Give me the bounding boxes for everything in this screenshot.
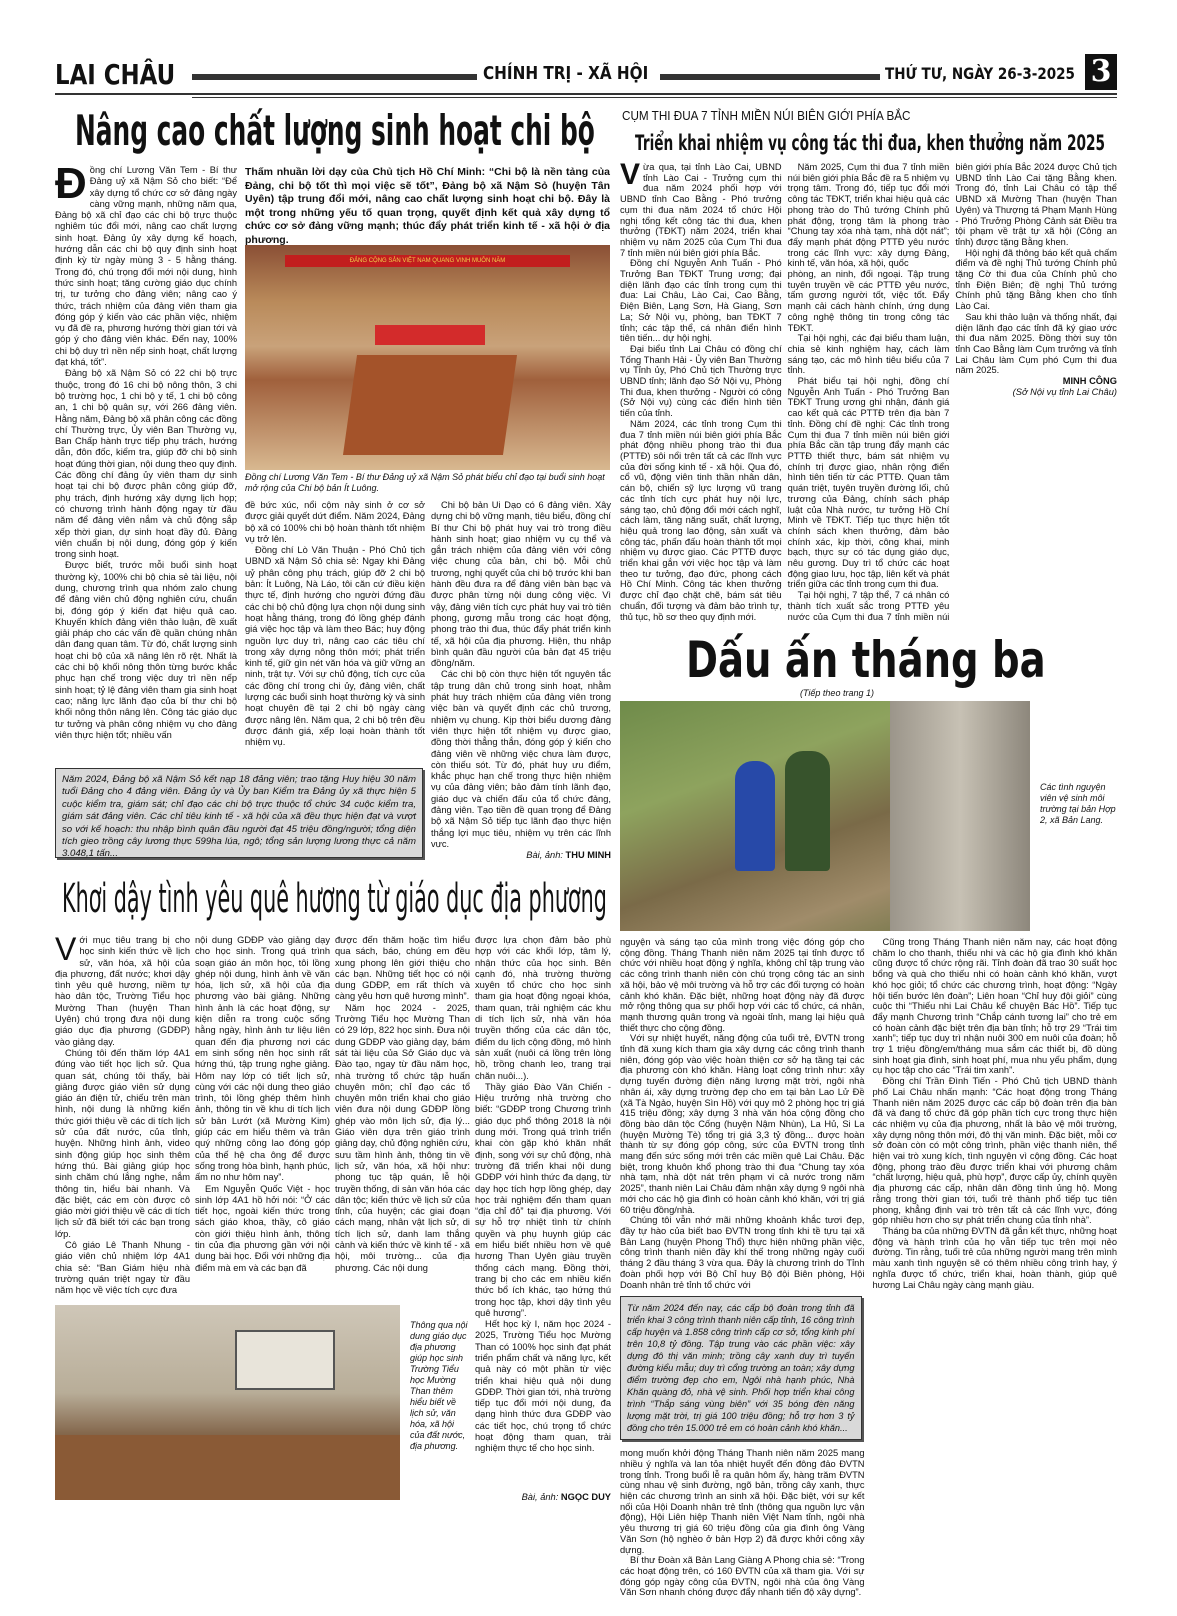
paragraph: ừa qua, tại tỉnh Lào Cai, UBND tỉnh Lào Cai - Trưởng cụm thi đua năm 2024 phối hợp với UBND tỉnh Cao Bằng - Phó trưởng cụm thi đua năm 2024 tổ chức Hội nghị tổng kết công tác thi đua, khen thưởng (TĐKT) năm 2024, triển khai nhiệm vụ năm 2025 của Cụm Thi đua 7 tỉnh miền núi biên giới phía Bắc.: [620, 162, 782, 258]
paragraph: ới mục tiêu trang bị cho học sinh kiến thức về lịch sử, văn hóa, xã hội của địa phương, đất nước; khơi dậy tình yêu quê hương, niềm tự hào dân tộc, Trường Tiểu học Mường Than (huyện Than Uyên) chú trọng đưa nội dung giáo dục địa phương (GDĐP) vào giảng dạy.: [55, 935, 190, 1047]
paragraph: Tại hội nghị, các đại biểu tham luận, chia sẻ kinh nghiệm hay, cách làm sáng tạo, các mô hình tiêu biểu của 7 tỉnh.: [787, 333, 950, 376]
highlight-box: Từ năm 2024 đến nay, các cấp bộ đoàn trong tỉnh đã triển khai 3 công trình thanh niên cấp tỉnh, 16 công trình cấp huyện và 1.858 công trình cấp cơ sở, tổng kinh phí trên 10,8 tỷ đồng. Tập trung vào các phần việc: xây dựng đô thị văn minh; trồng cây xanh duy trì tuyến đường kiểu mẫu; duy trì cổng trường an toàn; xây dựng điểm trường đẹp cho em, Ngôi nhà hạnh phúc, Nhà Khăn quàng đỏ, nhà vệ sinh. Phối hợp triển khai công trình “Thắp sáng vùng biên” với 35 bóng đèn năng lượng mặt trời, trị giá 100 triệu đồng; hỗ trợ hơn 3 tỷ đồng cho trên 15.000 trẻ em có hoàn cảnh khó khăn...: [620, 1296, 862, 1440]
article-column: [475, 935, 611, 1490]
article-title: Triển khai nhiệm vụ công tác thi đua, khen thưởng năm 2025: [635, 131, 1106, 155]
paragraph: ồng chí Lương Văn Tem - Bí thư Đảng uỷ xã Nậm Sỏ cho biết: “Để xây dựng tổ chức cơ sở đảng ngày càng vững mạnh, những năm qua, Đảng bộ xã chỉ đạo các chi bộ trực thuộc nghiêm túc đổi mới, nâng cao chất lượng sinh hoạt. Đảng ủy xây dựng kế hoạch, hướng dẫn các chi bộ quy định sinh hoạt định kỳ từ ngày mùng 3 - 5 hằng tháng. Trong đó, chú trọng đổi mới nội dung, hình thức sinh hoạt; tăng cường giáo dục chính trị, tư tưởng cho đảng viên; nâng cao ý thức, trách nhiệm của đảng viên tham gia đóng góp ý kiến vào các phần việc, nhiệm vụ đã đề ra, phương hướng thời gian tới và góp ý cho đảng viên khác. Đến nay, 100% chi bộ duy trì nền nếp sinh hoạt, chất lượng đạt khá, tốt”.: [55, 165, 237, 368]
paragraph: Hội nghị đã thông báo kết quả chấm điểm và đề nghị Thủ tướng Chính phủ tặng Cờ thi đua của Chính phủ cho tỉnh Điện Biên; đề nghị Thủ tướng Chính phủ tặng Bằng khen cho tỉnh Lào Cai.: [955, 247, 1117, 312]
article-body: [620, 162, 1117, 630]
author: MINH CÔNG: [1062, 376, 1117, 387]
paragraph: Đồng chí Lò Văn Thuận - Phó Chủ tịch UBND xã Nậm Sỏ chia sẻ: Ngay khi Đảng uỷ phân công phụ trách, giúp đỡ 2 chi bộ bản: Ít Luông, Nà Láo, tôi căn cứ điều kiện thực tế, định hướng cho người đứng đầu các chi bộ chủ động lựa chọn nội dung sinh hoạt hằng tháng, trong đó lồng ghép đánh giá việc học tập và làm theo Bác; huy động nguồn lực duy trì, nâng cao các tiêu chí trong xây dựng nông thôn mới; phát triển kinh tế, giữ gìn nét văn hóa và giữ vững an ninh, trật tự. Với sự chủ động, tích cực của các đồng chí trong chi ủy, đảng viên, chất lượng các buổi sinh hoạt thường kỳ và sinh hoạt chuyên đề tại 2 chi bộ ngày càng được nâng lên. Năm qua, 2 chi bộ trên đều được đánh giá, xếp loại hoàn thành tốt nhiệm vụ.: [245, 545, 425, 748]
paragraph: được lựa chọn đảm bảo phù hợp với các khối lớp, tâm lý, nhận thức của học sinh. Bên cạnh đó, nhà trường thường xuyên tổ chức cho học sinh tham gia hoạt động ngoại khóa, tham quan, trải nghiệm các khu di tích lịch sử, nhà văn hóa truyền thống của các dân tộc, điểm du lịch cộng đồng, mô hình sản xuất (nuôi cá lồng trên lòng hồ, trồng chanh leo, trang trại chăn nuôi...).: [475, 935, 611, 1081]
drop-cap: Đ: [55, 165, 87, 208]
article-column: [245, 500, 425, 762]
article-title: Dấu ấn tháng ba: [686, 631, 1046, 689]
classroom-photo: [55, 1305, 400, 1500]
paragraph: Chúng tôi vẫn nhớ mãi những khoảnh khắc tươi đẹp, đầy tự hào của biết bao ĐVTN trong tỉnh khi tề tựu tại xã Bản Lang (huyện Phong Thổ) thực hiện những phần việc, công trình thanh niên đầy khí thế trong những ngày cuối tháng 2 đầu tháng 3 vừa qua. Đây là chương trình do Tỉnh đoàn phối hợp với Bộ Chỉ huy Bộ đội Biên phòng, Hội Doanh nhân trẻ tỉnh tổ chức với: [620, 1215, 865, 1290]
paragraph: mong muốn khởi động Tháng Thanh niên năm 2025 mang nhiều ý nghĩa và lan tỏa nhiệt huyết đến đông đảo ĐVTN trong tỉnh. Trong buổi lễ ra quân hôm ấy, hàng trăm ĐVTN cùng nhau vệ sinh đường, ngõ bản, trồng cây xanh, thực hiện các chương trình an sinh xã hội. Đặc biệt, với sự kết nối của Hội Doanh nhân trẻ tỉnh (thông qua nguồn lực vận động), Hội Liên hiệp Thanh niên Việt Nam tỉnh, ngôi nhà yêu thương trị giá 60 triệu đồng của gia đình ông Vàng Văn Sơn (hộ nghèo ở bản Hợp 2) đã được khởi công xây dựng.: [620, 1448, 865, 1555]
photo-caption: Đồng chí Lương Văn Tem - Bí thư Đảng uỷ xã Nậm Sỏ phát biểu chỉ đạo tại buổi sinh hoạt mở rộng của Chi bộ bản Ít Luông.: [245, 472, 605, 493]
students-desks: [55, 1435, 400, 1500]
byline-label: Bài, ảnh:: [521, 1492, 561, 1502]
byline-label: Bài, ảnh:: [526, 850, 566, 860]
author: THU MINH: [565, 850, 611, 860]
paragraph: Hết học kỳ I, năm học 2024 - 2025, Trường Tiểu học Mường Than có 100% học sinh đạt phát triển phẩm chất và năng lực, kết quả này có một phần từ việc triển khai hiệu quả nội dung GDĐP. Thời gian tới, nhà trường tiếp tục đổi mới nội dung, đa dạng hình thức đưa GDĐP vào các tiết học, chú trọng tổ chức hoạt động tham quan, trải nghiệm thực tế cho học sinh.: [475, 1319, 611, 1454]
article-body: [620, 937, 1117, 1609]
stone-wall: [890, 701, 1030, 931]
highlight-box: Năm 2024, Đảng bộ xã Nậm Sỏ kết nạp 18 đảng viên; trao tặng Huy hiệu 30 năm tuổi Đảng cho 4 đảng viên. Đảng ủy và Ủy ban Kiểm tra Đảng ủy xã thực hiện 5 cuộc kiểm tra, giám sát; chỉ đạo các chi bộ trực thuộc tổ chức 34 cuộc kiểm tra, giám sát đảng viên. Các chỉ tiêu kinh tế - xã hội của xã đều thực hiện đạt và vượt so với kế hoạch: thu nhập bình quân đầu người đạt 45 triệu đồng/người; tổng diện tích gieo trồng cây lương thực 599ha lúa, ngô; tổng sản lượng lương thực cả năm 3.048,1 tấn...: [55, 768, 423, 858]
paragraph: Sau khi thảo luận và thống nhất, đại diện lãnh đạo các tỉnh đã ký giao ước thi đua năm 2025. Đồng thời suy tôn tỉnh Cao Bằng làm Cụm trưởng và tỉnh Lai Châu làm Cụm phó Cụm thi đua năm 2025.: [955, 311, 1117, 376]
continued-note: (Tiếp theo trang 1): [800, 688, 874, 698]
photo-banner: ĐẢNG CỘNG SẢN VIỆT NAM QUANG VINH MUÔN NĂM: [285, 255, 570, 267]
paragraph: Cô giáo Lê Thanh Nhung - giáo viên chủ nhiệm lớp 4A1 chia sẻ: “Ban Giám hiệu nhà trường quán triệt ngay từ đầu năm học về việc tích cực đưa: [55, 1240, 190, 1295]
article-title: Nâng cao chất lượng sinh hoạt chi bộ: [75, 106, 595, 155]
author-source: (Sở Nội vụ tỉnh Lai Châu): [1012, 386, 1117, 397]
paragraph: Năm 2024, các tỉnh trong Cụm thi đua 7 tỉnh miền núi biên giới phía Bắc phát động nhiều phong trào thi đua (PTTĐ) sôi nổi trên tất cả các lĩnh vực của đời sống kinh tế - xã hội. Qua đó, cổ vũ, động viên tinh thần nhân dân, cán bộ, chiến sỹ lực lượng vũ trang các tỉnh tích cực phát huy nội lực, sáng tạo, chủ động đổi mới cách nghĩ, cách làm, tăng năng suất, chất lượng, hiệu quả trong lao động, sản xuất và công tác, phấn đấu hoàn thành tốt mọi nhiệm vụ được giao. Các PTTĐ được triển khai gắn với việc học tập và làm theo tư tưởng, đạo đức, phong cách Hồ Chí Minh. Công tác khen thưởng được chỉ đạo chặt chẽ, bám sát tiêu chuẩn, đối tượng và đảm bảo trình tự, thủ tục, hồ sơ theo quy định mới.: [620, 418, 782, 622]
section-name: CHÍNH TRỊ - XÃ HỘI: [483, 63, 649, 84]
byline: [431, 850, 611, 861]
article-lead: Thấm nhuần lời dạy của Chủ tịch Hồ Chí Minh: “Chi bộ là nền tảng của Đảng, chi bộ tốt thì mọi việc sẽ tốt”, Đảng bộ xã Nậm Sỏ (huyện Tân Uyên) tập trung đổi mới, nâng cao chất lượng sinh hoạt chi bộ. Đây là một trong những yếu tố quan trọng, quyết định kết quả xây dựng tổ chức cơ sở đảng vững mạnh; thúc đẩy phát triển kinh tế - xã hội ở địa phương.: [245, 166, 610, 246]
drop-cap: V: [55, 935, 77, 967]
masthead-rule: [192, 74, 477, 80]
paragraph: Bí thư Đoàn xã Bản Lang Giàng A Phong chia sẻ: “Trong các hoạt động trên, có 160 ĐVTN của xã tham gia. Với sự đóng góp ngày công của ĐVTN, ngôi nhà của ông Vàng Văn Sơn nhanh chóng được đẩy nhanh tiến độ xây dựng”.: [620, 1555, 865, 1598]
paragraph: Em Nguyễn Quốc Việt - học sinh lớp 4A1 hồ hởi nói: “Ở các tiết học, ngoài kiến thức trong sách giáo khoa, thầy, cô giáo còn giới thiệu hình ảnh, thông tin của địa phương gần với nội dung bài học. Đối với những địa điểm mà em và các bạn đã: [195, 1183, 330, 1273]
article-kicker: CỤM THI ĐUA 7 TỈNH MIỀN NÚI BIÊN GIỚI PHÍA BẮC: [622, 108, 911, 123]
page-number: 3: [1085, 54, 1117, 90]
paragraph: phòng, an ninh, đối ngoại. Tập trung tuyên truyền về các PTTĐ yêu nước, tấm gương người tốt, việc tốt. Đẩy mạnh cải cách hành chính, ứng dụng công nghệ thông tin trong công tác TĐKT.: [787, 269, 950, 333]
article-column: [55, 165, 237, 762]
article-column: [55, 935, 190, 1295]
meeting-photo: [245, 245, 610, 470]
masthead-underline: [55, 93, 1117, 95]
photo-caption: Thông qua nội dung giáo dục địa phương giúp học sinh Trường Tiểu học Mường Than thêm hiểu biết về lịch sử, văn hóa, xã hội của đất nước, địa phương.: [410, 1320, 468, 1451]
article-column: [195, 935, 330, 1295]
paragraph: nguyện và sáng tạo của mình trong việc đóng góp cho cộng đồng. Tháng Thanh niên năm 2025 tại tỉnh được tổ chức với nhiều hoạt động ý nghĩa, không chỉ tập trung vào các công trình thanh niên còn chú trọng công tác an sinh xã hội, bảo vệ môi trường và hỗ trợ các đối tượng có hoàn cảnh khó khăn. Đặc biệt, những hoạt động này đã được mở rộng thông qua sự phối hợp với các tổ chức, cá nhân, mạnh thương quân trong và ngoài tỉnh, mang lại hiệu quả thiết thực cho cộng đồng.: [620, 937, 865, 1033]
paragraph: Chi bộ bản Ui Dạo có 6 đảng viên. Xây dựng chi bộ vững mạnh, tiêu biểu, đồng chí Bí thư Chi bộ phát huy vai trò trong điều hành sinh hoạt; giao nhiệm vụ cụ thể và gắn trách nhiệm của đảng viên với công việc chung của bản, chi bộ. Mỗi chủ trương, nghị quyết của chi bộ trước khi ban hành đều đưa ra để đảng viên bàn bạc và được phân từng nội dung công việc. Vì vậy, đảng viên tích cực phát huy vai trò tiên phong, gương mẫu trong các hoạt động, phong trào thi đua, thúc đẩy phát triển kinh tế, xã hội của địa phương. Hiện, thu nhập bình quân đầu người của bản đạt 45 triệu đồng/năm.: [431, 500, 611, 669]
paragraph: Đồng chí Trần Đình Tiến - Phó Chủ tịch UBND thành phố Lai Châu nhấn mạnh: “Các hoạt động trong Tháng Thanh niên năm 2025 được các cấp bộ đoàn trên địa bàn đã và đang tổ chức đã góp phần tích cực trong thực hiện các nhiệm vụ của địa phương, nhất là bảo vệ môi trường, xây dựng nông thôn mới, đô thị văn minh. Đặc biệt, mỗi cơ sở đoàn còn có một công trình, phần việc thanh niên, thể hiện vai trò xung kích, tình nguyện vì cộng đồng. Các hoạt động, phong trào đều được triển khai với phương châm “chất lượng, hiệu quả, phù hợp”, được cấp ủy, chính quyền địa phương các cấp, nhân dân đồng tình ủng hộ. Mong rằng trong thời gian tới, tuổi trẻ thành phố tiếp tục tiên phong, khẳng định vai trò trên tất cả các lĩnh vực, đóng góp nhiều hơn cho sự phát triển chung của tỉnh nhà”.: [872, 1076, 1117, 1226]
paragraph: Các chi bộ còn thực hiện tốt nguyên tắc tập trung dân chủ trong sinh hoạt, nhằm phát huy trách nhiệm của đảng viên trong việc bàn và quyết định các chủ trương, nhiệm vụ chung. Kịp thời biểu dương đảng viên thực hiện tốt nhiệm vụ được giao, đồng thời thẳng thắn, đóng góp ý kiến cho đảng viên về những việc chưa làm được, còn thiếu sót. Từ đó, phát huy ưu điểm, khắc phục hạn chế trong thực hiện nhiệm vụ của đảng viên; bảo đảm tính lãnh đạo, giáo dục và chiến đấu của tổ chức đảng, đảng viên. Tạo tiền đề quan trọng để Đảng bộ xã Nậm Sỏ tiếp tục lãnh đạo thực hiện thắng lợi mục tiêu, nhiệm vụ trên các lĩnh vực.: [431, 669, 611, 848]
volunteer-figure: [735, 761, 775, 871]
projector-screen: [235, 1330, 335, 1390]
issue-date: THỨ TƯ, NGÀY 26-3-2025: [885, 64, 1075, 83]
paragraph: được đến thăm hoặc tìm hiểu qua sách, báo, chúng em đều xung phong lên giới thiệu cho các bạn. Những tiết học có nội dung GDĐP, em rất thích và càng yêu hơn quê hương mình”.: [335, 935, 470, 1002]
meeting-table: [343, 355, 517, 455]
masthead-rule: [660, 74, 880, 80]
paragraph: Tháng ba của những ĐVTN đã gắn kết thực, những hoạt động và hành trình của họ vẫn tiếp tục trên mọi nẻo đường. Tin rằng, tuổi trẻ của những người mang trên mình màu xanh tình nguyện sẽ có thêm nhiều công trình hay, ý nghĩa được tổ chức, triển khai, hoàn thành, giúp quê hương Lai Châu ngày càng mạnh giàu.: [872, 1225, 1117, 1290]
volunteers-photo: [620, 701, 1030, 931]
paragraph: Tại hội nghị, 7 tập thể, 7 cá nhân có thành tích xuất sắc trong PTTĐ yêu nước của Cụm thi đua 7 tỉnh miền núi biên giới phía Bắc 2024 được Chủ tịch UBND tỉnh Lào Cai tặng Bằng khen. Trong đó, tỉnh Lai Châu có tập thể UBND xã Mường Than (huyện Than Uyên) và Thượng tá Phạm Mạnh Hùng - Phó Trưởng Phòng Cảnh sát Điều tra tội phạm về trật tự xã hội (Công an tỉnh) được tặng Bằng khen.: [787, 162, 1117, 622]
paragraph: Cũng trong Tháng Thanh niên năm nay, các hoạt động chăm lo cho thanh, thiếu nhi và các hộ gia đình khó khăn cũng được tổ chức rộng rãi. Tỉnh đoàn đã trao 30 suất học bổng và quà cho thiếu nhi có hoàn cảnh khó khăn, vượt khó học giỏi; tổ chức các chương trình, hoạt động: “Ngày hội tiến bước lên đoàn”; Liên hoan “Chỉ huy đội giỏi” cùng cuộc thi “Thiếu nhi Lai Châu kể chuyện Bác Hồ”. Tiếp tục đẩy mạnh Chương trình “Chắp cánh tương lai” cho trẻ em có hoàn cảnh đặc biệt trên địa bàn tỉnh; hỗ trợ 29 “Trái tim xanh”; tiếp tục duy trì nhận nuôi 300 em nuôi của đoàn; hỗ trợ 1 triệu đồng/em/tháng mua sắm các thiết bị, đồ dùng sinh hoạt gia đình, sinh hoạt phí, mua nhu yếu phẩm, dụng cụ học tập cho các “Trái tim xanh”.: [872, 937, 1117, 1076]
paragraph: Đồng chí Nguyễn Anh Tuấn - Phó Trưởng Ban TĐKT Trung ương; đại diện lãnh đạo các tỉnh trong cụm thi đua: Lai Châu, Lào Cai, Cao Bằng, Điện Biên, Lạng Sơn, Hà Giang, Sơn La; Sở Nội vụ, phòng, ban TĐKT 7 tỉnh; các tập thể, cá nhân điển hình tiên tiến... dự hội nghị.: [620, 258, 782, 344]
article-title: Khơi dậy tình yêu quê hương từ giáo dục địa phương: [62, 876, 607, 922]
paragraph: Đại biểu tỉnh Lai Châu có đồng chí Tống Thanh Hải - Ủy viên Ban Thường vụ Tỉnh ủy, Phó Chủ tịch Thường trực UBND tỉnh; lãnh đạo Sở Nội vụ, Phòng Thi đua, khen thưởng - Người có công (Sở Nội vụ) cùng các điển hình tiên tiến của tỉnh.: [620, 343, 782, 419]
article-column: [431, 500, 611, 848]
paragraph: nội dung GDĐP vào giảng dạy cho học sinh. Trong quá trình soạn giáo án môn học, tôi lồng ghép nội dung, hình ảnh về văn hóa, lịch sử, xã hội của địa phương vào bài giảng. Những hình ảnh là các hoạt động, sự kiện diễn ra trong cuộc sống hằng ngày, hình ảnh tư liệu liên quan đến địa phương nơi các em sinh sống nên học sinh rất hứng thú, tập trung nghe giảng. Hôm nay lớp có tiết lịch sử, cùng với các nội dung theo giáo trình, tôi lồng ghép thêm hình ảnh, thông tin về khu di tích lịch sử bản Lướt (xã Mường Kim) giúp các em hiểu thêm và trân quý những công lao đóng góp của thế hệ cha ông để được sống trong hòa bình, hạnh phúc, ấm no như hôm nay”.: [195, 935, 330, 1183]
article-column: [335, 935, 470, 1295]
table-cloth: [375, 325, 485, 345]
paragraph: Năm 2025, Cụm thi đua 7 tỉnh miền núi biên giới phía Bắc đề ra 5 nhiệm vụ trọng tâm. Trong đó, tiếp tục đổi mới công tác TĐKT, triển khai hiệu quả các phong trào do Thủ tướng Chính phủ phát động, trọng tâm là phong trào “Chung tay xóa nhà tạm, nhà dột nát”; đẩy mạnh phát động PTTĐ yêu nước trong các lĩnh vực: xây dựng Đảng, kinh tế, văn hóa, xã hội, quốc: [787, 162, 950, 269]
paragraph: Năm học 2024 - 2025, Trường Tiểu học Mường Than có 29 lớp, 822 học sinh. Đưa nội dung GDĐP vào giảng dạy, bám sát tài liệu của Sở Giáo dục và Đào tạo, ngay từ đầu năm học, nhà trường tổ chức tập huấn chuyên môn; chỉ đạo các tổ chuyên môn triển khai cho giáo viên đưa nội dung GDĐP lồng ghép vào môn lịch sử, địa lý... Giáo viên dựa trên giáo trình giảng dạy, chủ động nghiên cứu, sưu tầm hình ảnh, thông tin về lịch sử, văn hóa, xã hội như: phong tục tập quán, lễ hội truyền thống, di sản văn hóa các dân tộc; kiến thức về lịch sử của tỉnh, của huyện; các giai đoạn cách mạng, nhân vật lịch sử, di tích lịch sử, danh lam thắng cảnh và kiến thức về kinh tế - xã hội, môi trường... của địa phương. Các nội dung: [335, 1002, 470, 1273]
drop-cap: V: [620, 162, 641, 191]
masthead-underline: [192, 97, 1117, 98]
paragraph: Phát biểu tại hội nghị, đồng chí Nguyễn Anh Tuấn - Phó Trưởng Ban TĐKT Trung ương ghi nhận, đánh giá cao kết quả các PTTĐ trên địa bàn 7 tỉnh. Đồng chí đề nghị: Các tỉnh trong Cụm thi đua 7 tỉnh miền núi biên giới phía Bắc cần tập trung đẩy mạnh các PTTĐ thiết thực, bám sát nhiệm vụ chính trị được giao, nhân rộng điển hình tiên tiến từ các PTTĐ. Quan tâm quán triệt, tuyên truyền đường lối, chủ trương của Đảng, chính sách pháp luật của Nhà nước, tư tưởng Hồ Chí Minh về TĐKT. Tiếp tục thực hiện tốt chính sách khen thưởng, đảm bảo chính xác, kịp thời, công khai, minh bạch, thực sự có tác dụng giáo dục, nêu gương. Duy trì tổ chức các hoạt động giao lưu, học tập, liên kết và phát triển giữa các tỉnh trong cụm thi đua.: [787, 376, 950, 590]
paragraph: Được biết, trước mỗi buổi sinh hoạt thường kỳ, 100% chi bộ chia sẻ tài liệu, nội dung, chương trình qua nhóm zalo chung để đảng viên chủ động nghiên cứu, chuẩn bị, đóng góp ý kiến đạt hiệu quả cao. Khuyến khích đảng viên thảo luận, đề xuất giải pháp cho các vấn đề quần chúng nhân dân đang quan tâm. Từ đó, chất lượng sinh hoạt chi bộ của xã nâng lên rõ rệt. Nhất là các chi bộ khối nông thôn từng bước khắc phục hạn chế trong việc duy trì nền nếp sinh hoạt; tỷ lệ đảng viên tham gia sinh hoạt cao; năng lực lãnh đạo của bí thư chi bộ khối nông thôn nâng lên. Công tác giáo dục tư tưởng và phân công nhiệm vụ cho đảng viên thực hiện tốt; nhiều vấn: [55, 560, 237, 740]
paragraph: Chúng tôi đến thăm lớp 4A1 đúng vào tiết học lịch sử. Qua quan sát, chúng tôi thấy, bài giảng được giáo viên sử dụng giáo án điện tử, chiếu trên màn hình, nội dung là những kiến thức giới thiệu về các di tích lịch sử của đất nước, của tỉnh, huyện. Những hình ảnh, video sinh động giúp học sinh thêm hứng thú. Bài giảng giúp học sinh chăm chú lắng nghe, nắm thông tin, hiểu bài nhanh. Và đặc biệt, các em còn được cô giáo mời giới thiệu về các di tích lịch sử đã biết tới các bạn trong lớp.: [55, 1047, 190, 1239]
author: NGỌC DUY: [560, 1492, 611, 1502]
paragraph: Với sự nhiệt huyết, năng động của tuổi trẻ, ĐVTN trong tỉnh đã xung kích tham gia xây dựng các công trình thanh niên, đóng góp vào việc hoàn thiện cơ sở hạ tầng tại các địa phương còn khó khăn. Hàng loạt công trình như: xây dựng tuyến đường điện năng lượng mặt trời, ngôi nhà nhân ái, xây dựng trường đẹp cho em tại bản Lao Lử Đề (xã Tà Ngảo, huyện Sìn Hồ) với quy mô 2 phòng học trị giá 415 triệu đồng; xây dựng 3 nhà văn hóa cộng đồng cho đồng bào dân tộc Cống (huyện Nậm Nhùn), La Hủ, Si La (huyện Mường Tè) tổng trị giá 3,3 tỷ đồng... được hoàn thành từ sự đóng góp công, sức của ĐVTN trong tỉnh mang đến sức sống mới trên các miền quê Lai Châu. Đặc biệt, trong khuôn khổ phong trào thi đua “Chung tay xóa nhà tạm, nhà dột nát trên phạm vi cả nước trong năm 2025”, thanh niên Lai Châu đảm nhận xây dựng 9 ngôi nhà mới cho các hộ gia đình có hoàn cảnh khó khăn, với trị giá 60 triệu đồng/nhà.: [620, 1033, 865, 1215]
paragraph: Đảng bộ xã Nậm Sỏ có 22 chi bộ trực thuộc, trong đó 16 chi bộ nông thôn, 3 chi bộ trường học, 1 chi bộ y tế, 1 chi bộ công an, 1 chi bộ quân sự, với 266 đảng viên. Hằng năm, Đảng bộ xã phân công các đồng chí Thường trực, Ủy viên Ban Thường vụ, Ban Chấp hành trực tiếp phụ trách, hướng dẫn, đôn đốc, kiểm tra, giúp đỡ chi bộ sinh hoạt đúng thời gian, nội dung theo quy định. Các đồng chí đảng ủy viên tham dự sinh hoạt tại chi bộ được phân công giúp đỡ, phụ trách, định hướng xây dựng lịch họp; có chương trình hành động ngay từ đầu năm để đảng viên nắm và chủ động sắp xếp thời gian, dự sinh hoạt đầy đủ. Đảng viên chuẩn bị nội dung, đóng góp ý kiến trong sinh hoạt.: [55, 368, 237, 560]
photo-caption: Các tình nguyện viên vệ sinh môi trường tại bản Hợp 2, xã Bản Lang.: [1040, 782, 1116, 825]
paper-name: LAI CHÂU: [55, 58, 176, 91]
byline: [475, 1492, 611, 1503]
paragraph: đề bức xúc, nổi cộm nảy sinh ở cơ sở được giải quyết dứt điểm. Năm 2024, Đảng bộ xã có 100% chi bộ hoàn thành tốt nhiệm vụ trở lên.: [245, 500, 425, 544]
soldier-figure: [785, 751, 830, 871]
paragraph: Thầy giáo Đào Văn Chiến - Hiệu trưởng nhà trường cho biết: “GDĐP trong Chương trình giáo dục phổ thông 2018 là nội dung mới. Trong quá trình triển khai còn gặp khó khăn nhất định, song với sự chủ động, nhà trường đã triển khai nội dung GDĐP với hình thức đa dạng, từ dạy học tích hợp lồng ghép, dạy học trải nghiệm đến tham quan “địa chỉ đỏ” tại địa phương. Với sự hỗ trợ nhiệt tình từ chính quyền và phụ huynh giúp các em hiểu biết nhiều hơn về quê hương Than Uyên giàu truyền thống cách mạng. Đồng thời, trang bị cho các em nhiều kiến thức bổ ích khác, tạo hứng thú trong học tập, khơi dậy tình yêu quê hương”.: [475, 1081, 611, 1318]
